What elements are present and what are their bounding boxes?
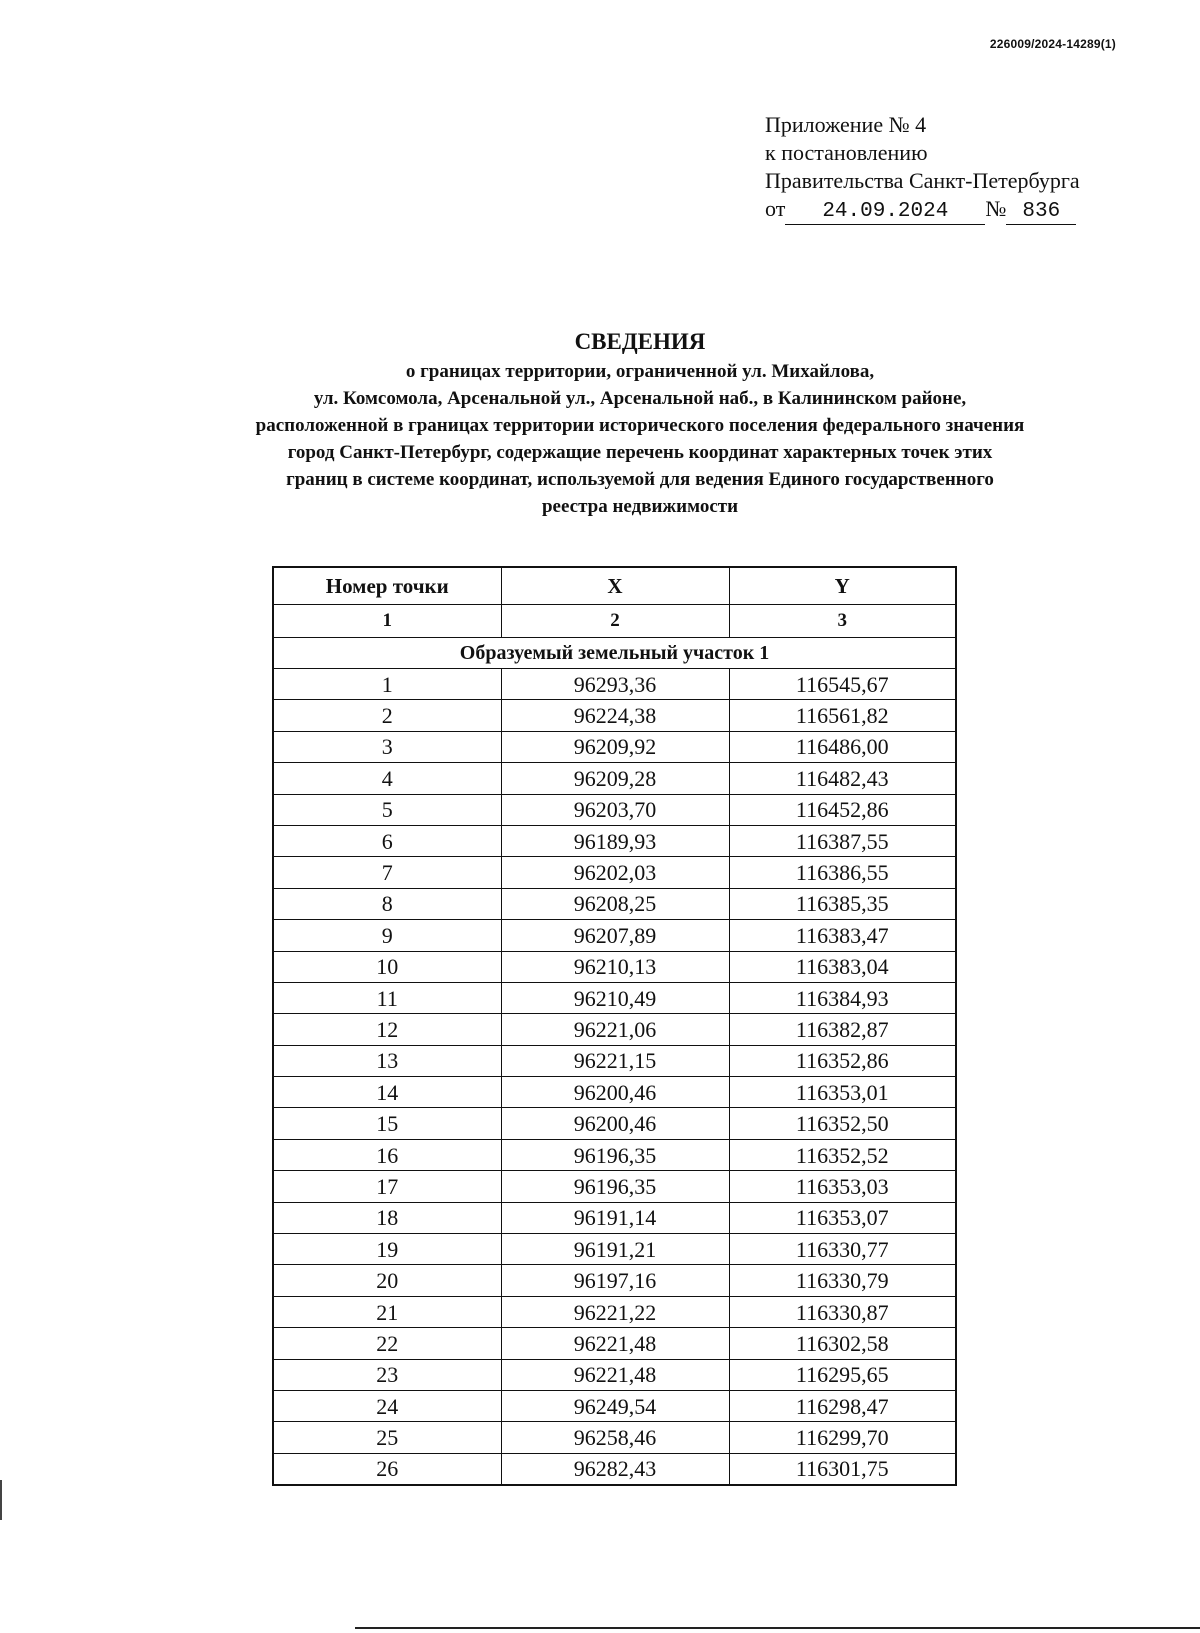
y-coordinate-cell: 116545,67	[729, 669, 956, 700]
point-number-cell: 23	[273, 1359, 501, 1390]
y-coordinate-cell: 116353,07	[729, 1202, 956, 1233]
date-prefix: от	[765, 196, 786, 221]
table-row	[273, 888, 956, 919]
point-number-cell: 22	[273, 1328, 501, 1359]
point-number-cell: 15	[273, 1108, 501, 1139]
document-heading	[150, 328, 1130, 520]
x-coordinate-cell: 96200,46	[501, 1108, 729, 1139]
x-coordinate-cell: 96196,35	[501, 1139, 729, 1170]
y-coordinate-cell: 116383,47	[729, 920, 956, 951]
appendix-date-line	[765, 196, 1076, 221]
table-row	[273, 982, 956, 1013]
point-number-cell: 18	[273, 1202, 501, 1233]
x-coordinate-cell: 96210,49	[501, 982, 729, 1013]
y-coordinate-cell: 116386,55	[729, 857, 956, 888]
table-row	[273, 700, 956, 731]
header-point-number: Номер точки	[273, 567, 501, 605]
point-number-cell: 8	[273, 888, 501, 919]
table-row	[273, 763, 956, 794]
y-coordinate-cell: 116452,86	[729, 794, 956, 825]
point-number-cell: 21	[273, 1296, 501, 1327]
y-coordinate-cell: 116353,01	[729, 1077, 956, 1108]
table-row	[273, 669, 956, 700]
y-coordinate-cell: 116302,58	[729, 1328, 956, 1359]
y-coordinate-cell: 116298,47	[729, 1390, 956, 1421]
table-row	[273, 857, 956, 888]
header-y: Y	[729, 567, 956, 605]
appendix-line-3: Правительства Санкт-Петербурга	[765, 168, 1080, 193]
column-number: 2	[501, 605, 729, 638]
point-number-cell: 11	[273, 982, 501, 1013]
table-row	[273, 1139, 956, 1170]
x-coordinate-cell: 96249,54	[501, 1390, 729, 1421]
y-coordinate-cell: 116352,86	[729, 1045, 956, 1076]
y-coordinate-cell: 116330,77	[729, 1234, 956, 1265]
table-row	[273, 920, 956, 951]
x-coordinate-cell: 96258,46	[501, 1422, 729, 1453]
x-coordinate-cell: 96221,48	[501, 1359, 729, 1390]
x-coordinate-cell: 96221,15	[501, 1045, 729, 1076]
heading-line: город Санкт-Петербург, содержащие перечень координат характерных точек этих	[287, 442, 993, 463]
point-number-cell: 4	[273, 763, 501, 794]
x-coordinate-cell: 96207,89	[501, 920, 729, 951]
table-row	[273, 1422, 956, 1453]
table-row	[273, 1453, 956, 1485]
table-row	[273, 1202, 956, 1233]
x-coordinate-cell: 96200,46	[501, 1077, 729, 1108]
table-row	[273, 1171, 956, 1202]
table-row	[273, 1108, 956, 1139]
appendix-line-1: Приложение № 4	[765, 112, 927, 137]
y-coordinate-cell: 116301,75	[729, 1453, 956, 1485]
point-number-cell: 17	[273, 1171, 501, 1202]
y-coordinate-cell: 116382,87	[729, 1014, 956, 1045]
x-coordinate-cell: 96191,21	[501, 1234, 729, 1265]
heading-line: границ в системе координат, используемой для ведения Единого государственного	[286, 469, 994, 490]
column-number: 3	[729, 605, 956, 638]
x-coordinate-cell: 96293,36	[501, 669, 729, 700]
table-row	[273, 1234, 956, 1265]
table-row	[273, 825, 956, 856]
heading-title: СВЕДЕНИЯ	[574, 329, 706, 354]
y-coordinate-cell: 116352,52	[729, 1139, 956, 1170]
y-coordinate-cell: 116353,03	[729, 1171, 956, 1202]
header-x: X	[501, 567, 729, 605]
point-number-cell: 20	[273, 1265, 501, 1296]
x-coordinate-cell: 96209,92	[501, 731, 729, 762]
point-number-cell: 10	[273, 951, 501, 982]
point-number-cell: 19	[273, 1234, 501, 1265]
resolution-number: 836	[1006, 200, 1076, 225]
table-row	[273, 1390, 956, 1421]
appendix-block	[765, 111, 1080, 225]
heading-line: реестра недвижимости	[541, 496, 739, 517]
document-id: 226009/2024-14289(1)	[989, 37, 1116, 51]
point-number-cell: 14	[273, 1077, 501, 1108]
y-coordinate-cell: 116383,04	[729, 951, 956, 982]
x-coordinate-cell: 96208,25	[501, 888, 729, 919]
x-coordinate-cell: 96196,35	[501, 1171, 729, 1202]
scan-edge-mark	[0, 1480, 2, 1520]
point-number-cell: 25	[273, 1422, 501, 1453]
x-coordinate-cell: 96203,70	[501, 794, 729, 825]
table-row	[273, 1014, 956, 1045]
y-coordinate-cell: 116299,70	[729, 1422, 956, 1453]
point-number-cell: 6	[273, 825, 501, 856]
point-number-cell: 9	[273, 920, 501, 951]
x-coordinate-cell: 96221,06	[501, 1014, 729, 1045]
point-number-cell: 2	[273, 700, 501, 731]
section-title: Образуемый земельный участок 1	[273, 638, 956, 669]
point-number-cell: 13	[273, 1045, 501, 1076]
table-row	[273, 1359, 956, 1390]
bottom-rule	[355, 1627, 1200, 1629]
number-prefix: №	[985, 196, 1007, 221]
x-coordinate-cell: 96191,14	[501, 1202, 729, 1233]
y-coordinate-cell: 116352,50	[729, 1108, 956, 1139]
x-coordinate-cell: 96210,13	[501, 951, 729, 982]
y-coordinate-cell: 116486,00	[729, 731, 956, 762]
point-number-cell: 1	[273, 669, 501, 700]
x-coordinate-cell: 96197,16	[501, 1265, 729, 1296]
heading-line: расположенной в границах территории исторического поселения федерального значения	[255, 415, 1025, 436]
point-number-cell: 16	[273, 1139, 501, 1170]
point-number-cell: 5	[273, 794, 501, 825]
point-number-cell: 24	[273, 1390, 501, 1421]
y-coordinate-cell: 116330,87	[729, 1296, 956, 1327]
appendix-line-2: к постановлению	[765, 140, 928, 165]
y-coordinate-cell: 116384,93	[729, 982, 956, 1013]
x-coordinate-cell: 96221,48	[501, 1328, 729, 1359]
coordinates-table	[272, 566, 957, 1486]
table-row	[273, 731, 956, 762]
x-coordinate-cell: 96282,43	[501, 1453, 729, 1485]
point-number-cell: 7	[273, 857, 501, 888]
y-coordinate-cell: 116385,35	[729, 888, 956, 919]
x-coordinate-cell: 96221,22	[501, 1296, 729, 1327]
point-number-cell: 3	[273, 731, 501, 762]
x-coordinate-cell: 96224,38	[501, 700, 729, 731]
table-row	[273, 794, 956, 825]
resolution-date: 24.09.2024	[785, 200, 985, 225]
heading-line: о границах территории, ограниченной ул. Михайлова,	[405, 361, 875, 382]
table-row	[273, 1328, 956, 1359]
point-number-cell: 12	[273, 1014, 501, 1045]
x-coordinate-cell: 96209,28	[501, 763, 729, 794]
y-coordinate-cell: 116295,65	[729, 1359, 956, 1390]
y-coordinate-cell: 116387,55	[729, 825, 956, 856]
table-row	[273, 1045, 956, 1076]
y-coordinate-cell: 116561,82	[729, 700, 956, 731]
heading-line: ул. Комсомола, Арсенальной ул., Арсенальной наб., в Калининском районе,	[313, 388, 967, 409]
table-row	[273, 1265, 956, 1296]
column-number: 1	[273, 605, 501, 638]
x-coordinate-cell: 96202,03	[501, 857, 729, 888]
table-row	[273, 951, 956, 982]
x-coordinate-cell: 96189,93	[501, 825, 729, 856]
point-number-cell: 26	[273, 1453, 501, 1485]
table-row	[273, 1077, 956, 1108]
y-coordinate-cell: 116482,43	[729, 763, 956, 794]
y-coordinate-cell: 116330,79	[729, 1265, 956, 1296]
table-row	[273, 1296, 956, 1327]
